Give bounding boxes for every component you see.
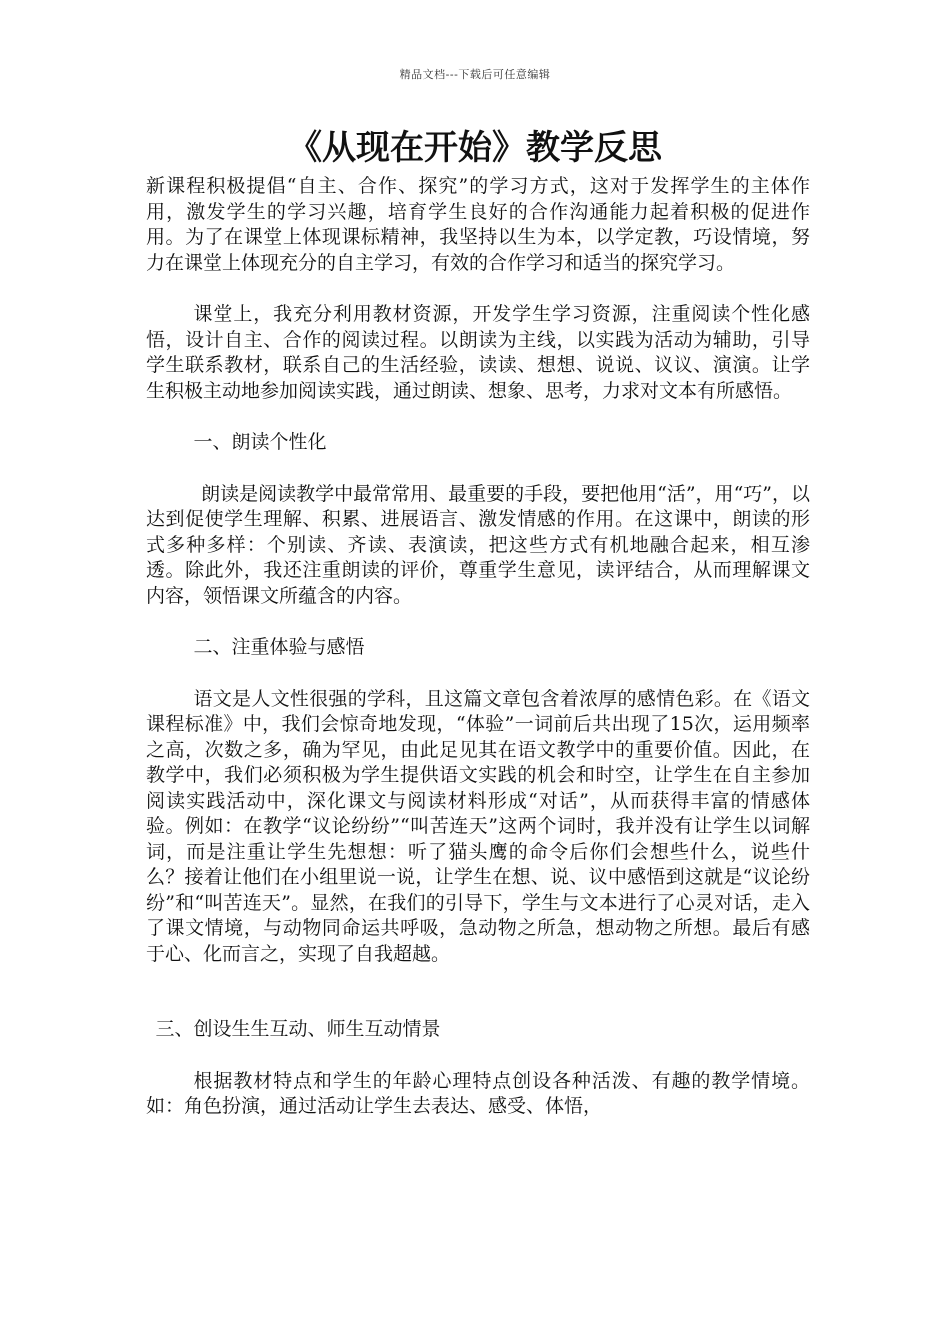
section-heading-experience: 二、注重体验与感悟: [193, 636, 365, 658]
paragraph-spacer: [146, 661, 810, 687]
section-heading-interaction: 三、创设生生互动、师生互动情景: [155, 1018, 441, 1040]
section-heading-reading: 一、朗读个性化: [193, 431, 327, 453]
paragraph-spacer: [146, 456, 810, 482]
paragraph-spacer: [146, 1043, 810, 1069]
section-text-reading: 朗读是阅读教学中最常常用、最重要的手段，要把他用“活”，用“巧”，以达到促使学生理解、积累、进展语言、激发情感的作用。在这课中，朗读的形式多种多样：个别读、齐读、表演读，把这些方式有机地融合起来，相互渗透。除此外，我还注重朗读的评价，尊重学生意见，读评结合，从而理解课文内容，领悟课文所蕴含的内容。: [146, 482, 810, 607]
section-text-interaction: 根据教材特点和学生的年龄心理特点创设各种活泼、有趣的教学情境。如：角色扮演，通过活动让学生去表达、感受、体悟，: [146, 1069, 810, 1117]
header-note: 精品文档---下载后可任意编辑: [399, 68, 551, 81]
document-title: 《从现在开始》教学反思: [288, 128, 662, 168]
paragraph-spacer: [146, 967, 810, 1017]
classroom-paragraph: 课堂上，我充分利用教材资源，开发学生学习资源，注重阅读个性化感悟，设计自主、合作的阅读过程。以朗读为主线，以实践为活动为辅助，引导学生联系教材，联系自己的生活经验，读读、想想、说说、议议、演演。让学生积极主动地参加阅读实践，通过朗读、想象、思考，力求对文本有所感悟。: [146, 303, 810, 402]
section-text-experience: 语文是人文性很强的学科，且这篇文章包含着浓厚的感情色彩。在《语文课程标准》中，我们会惊奇地发现，“体验”一词前后共出现了15次，运用频率之高，次数之多，确为罕见，由此足见其在语文教学中的重要价值。因此，在教学中，我们必须积极为学生提供语文实践的机会和时空，让学生在自主参加阅读实践活动中，深化课文与阅读材料形成“对话”，从而获得丰富的情感体验。例如：在教学“议论纷纷”“叫苦连天”这两个词时，我并没有让学生以词解词，而是注重让学生先想想：听了猫头鹰的命令后你们会想些什么，说些什么？接着让他们在小组里说一说，让学生在想、说、议中感悟到这就是“议论纷纷”和“叫苦连天”。显然，在我们的引导下，学生与文本进行了心灵对话，走入了课文情境，与动物同命运共呼吸，急动物之所急，想动物之所想。最后有感于心、化而言之，实现了自我超越。: [146, 687, 810, 965]
paragraph-spacer: [146, 276, 810, 302]
paragraph-spacer: [146, 609, 810, 635]
intro-paragraph: 新课程积极提倡“自主、合作、探究”的学习方式，这对于发挥学生的主体作用，激发学生的学习兴趣，培育学生良好的合作沟通能力起着积极的促进作用。为了在课堂上体现课标精神，我坚持以生为本，以学定教，巧设情境，努力在课堂上体现充分的自主学习，有效的合作学习和适当的探究学习。: [146, 175, 810, 274]
paragraph-spacer: [146, 404, 810, 430]
document-body: [146, 174, 810, 1120]
